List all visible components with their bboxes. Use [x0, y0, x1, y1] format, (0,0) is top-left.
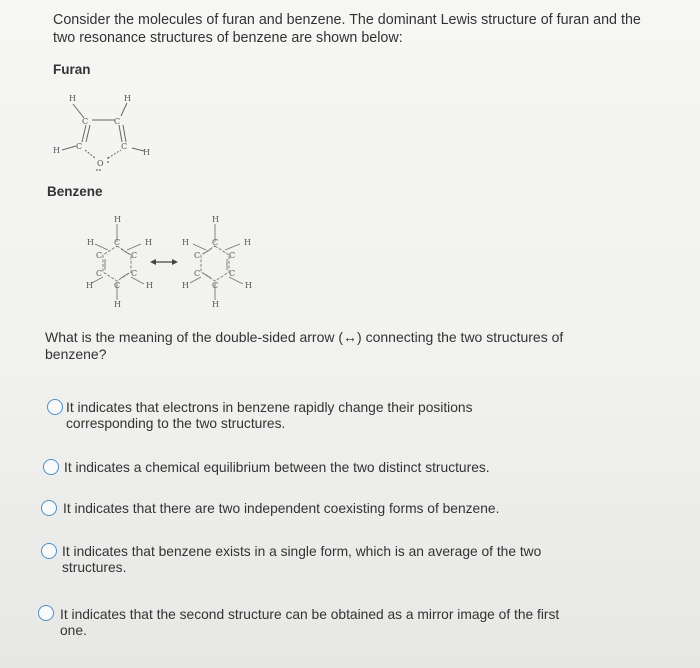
answer-option-1[interactable]	[45, 398, 605, 434]
radio-button[interactable]	[41, 543, 57, 559]
radio-button[interactable]	[43, 459, 59, 475]
answer-option-label: It indicates that there are two independent coexisting forms of benzene.	[63, 501, 500, 516]
benzene-atom: H	[182, 281, 189, 290]
answer-option-4[interactable]	[41, 543, 601, 579]
benzene-atom: H	[244, 238, 251, 247]
benzene-atom: H	[114, 215, 121, 224]
benzene-atom: H	[86, 281, 93, 290]
furan-atom: H	[124, 94, 131, 103]
furan-label: Furan	[53, 62, 91, 77]
benzene-atom: H	[114, 300, 121, 309]
benzene-atom: C	[96, 251, 103, 260]
benzene-atom: C	[131, 251, 138, 260]
furan-atom: C	[82, 117, 89, 126]
benzene-atom: C	[114, 238, 121, 247]
answer-option-5[interactable]	[38, 605, 598, 641]
benzene-atom: C	[212, 238, 219, 247]
benzene-label: Benzene	[47, 184, 103, 199]
question-intro: Consider the molecules of furan and benzene. The dominant Lewis structure of furan and the two resonance structures of benzene are shown below:	[53, 12, 641, 46]
benzene-atom: C	[229, 269, 236, 278]
radio-button[interactable]	[41, 500, 57, 516]
answer-option-3[interactable]	[41, 500, 601, 520]
furan-atom: C	[76, 142, 83, 151]
benzene-atom: H	[145, 238, 152, 247]
benzene-atom: H	[182, 238, 189, 247]
furan-atom: C	[121, 142, 128, 151]
benzene-atom: C	[194, 251, 201, 260]
benzene-atom: H	[212, 300, 219, 309]
answer-option-label: It indicates a chemical equilibrium between the two distinct structures.	[64, 460, 490, 475]
furan-atom: C	[114, 117, 121, 126]
furan-atom: O	[97, 159, 104, 168]
benzene-atom: C	[229, 251, 236, 260]
furan-atom: H	[53, 146, 60, 155]
furan-atom: H	[69, 94, 76, 103]
benzene-atom: C	[194, 269, 201, 278]
furan-atom: H	[143, 148, 150, 157]
benzene-atom: C	[131, 269, 138, 278]
question-text: What is the meaning of the double-sided arrow (↔) connecting the two structures of benzene?	[45, 329, 564, 362]
benzene-atom: H	[87, 238, 94, 247]
answer-option-2[interactable]	[43, 459, 603, 479]
radio-button[interactable]	[38, 605, 54, 621]
benzene-atom: C	[114, 281, 121, 290]
radio-button[interactable]	[47, 399, 63, 415]
answer-option-label: It indicates that the second structure can be obtained as a mirror image of the first one.	[60, 607, 560, 638]
resonance-arrow-icon	[150, 259, 178, 265]
benzene-atom: C	[212, 281, 219, 290]
benzene-atom: H	[245, 281, 252, 290]
benzene-atom: H	[146, 281, 153, 290]
benzene-atom: H	[212, 215, 219, 224]
answer-option-label: It indicates that benzene exists in a single form, which is an average of the two structures.	[62, 544, 542, 575]
benzene-atom: C	[96, 269, 103, 278]
answer-option-label: It indicates that electrons in benzene rapidly change their positions corresponding to the two structures.	[66, 400, 473, 431]
